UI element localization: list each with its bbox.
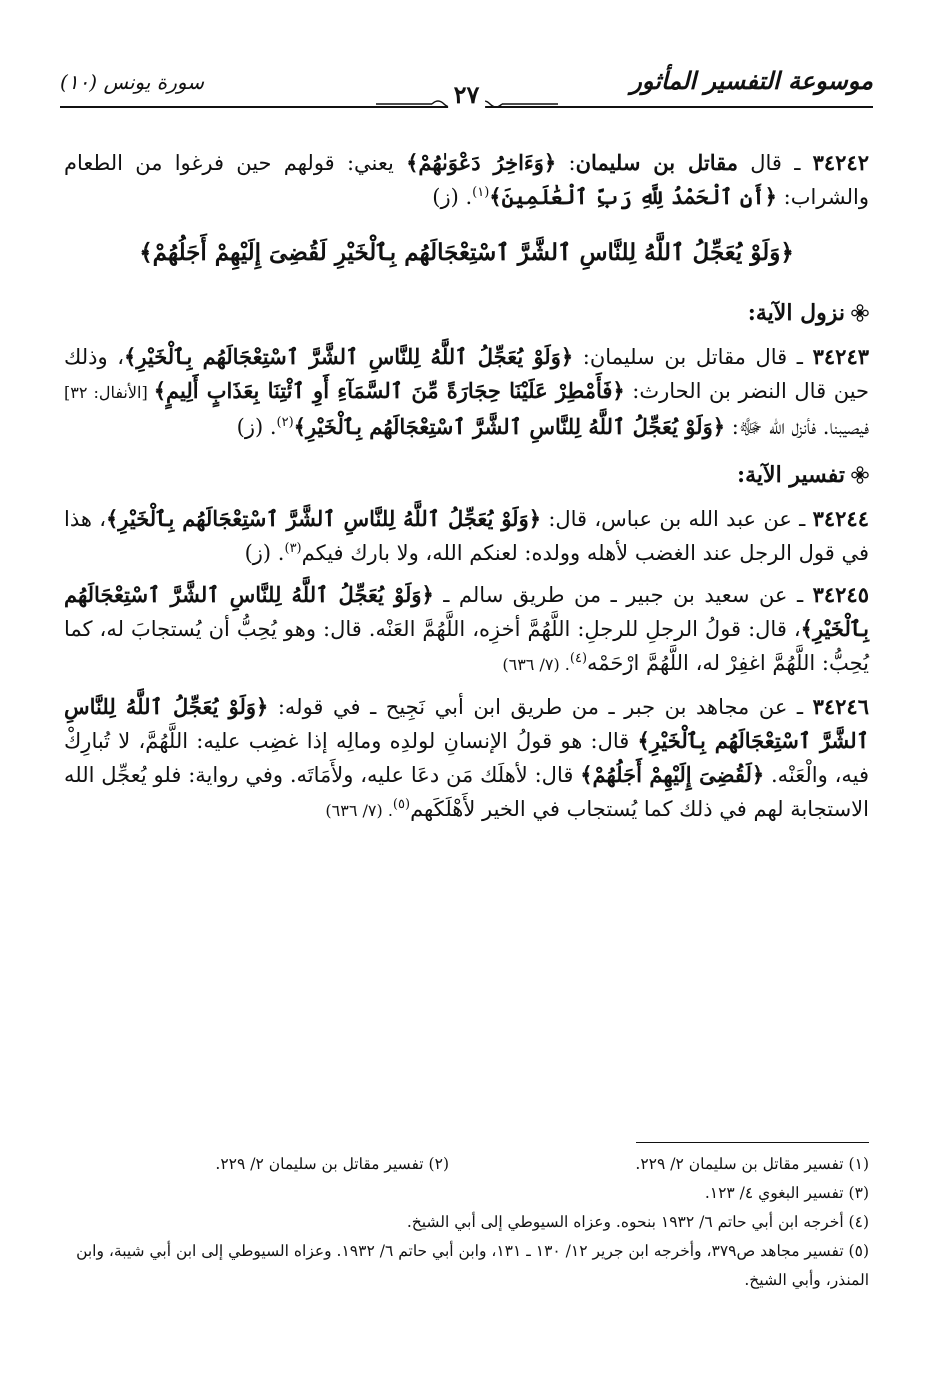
verse-reference: [الأنفال: ٣٢] bbox=[64, 383, 154, 402]
paragraph-34246: ٣٤٢٤٦ ـ عن مجاهد بن جبر ـ من طريق ابن أبي نَجِيح ـ في قوله: ﴿وَلَوْ يُعَجِّلُ ٱللَّهُ لِلنَّاسِ ٱلشَّرَّ ٱسْتِعْجَالَهُم بِٱلْخَيْرِ﴾ قال: هو قولُ الإنسانِ لولدِه ومالِه إذا غضِب عليه: اللَّهُمَّ، لا تُبارِكْ فيه، والْعَنْه. ﴿لَقُضِىَ إِلَيْهِمْ أَجَلُهُمْ﴾ قال: لأهلَك مَن دعَا عليه، ولأَمَاتَه. وفي رواية: فلو يُعجِّل الله الاستجابة لهم في ذلك كما يُستجاب في الخير لأَهْلَكَهم$^{(٥)}$. (٧/ ٦٣٦) bbox=[64, 694, 870, 821]
page-number: ٢٧ bbox=[448, 80, 486, 109]
surah-name: سورة يونس (١٠) bbox=[60, 70, 205, 94]
footnote-2: (٢) تفسير مقاتل بن سليمان ٢/ ٢٢٩. bbox=[215, 1155, 449, 1173]
section-heading-revelation: نزول الآية: bbox=[64, 296, 869, 330]
page-header bbox=[60, 66, 873, 116]
author-name: مقاتل بن سليمان bbox=[575, 150, 739, 175]
footnote-rule bbox=[636, 1142, 869, 1143]
footnotes bbox=[64, 1150, 869, 1295]
flower-ornament-icon bbox=[851, 304, 869, 322]
footnote-5: (٥) تفسير مجاهد ص٣٧٩، وأخرجه ابن جرير ١٢/ ١٣٠ ـ ١٣١، وابن أبي حاتم ٦/ ١٩٣٢. وعزاه السيوطي إلى ابن أبي شيبة، وابن المنذر، وأبي الشيخ. bbox=[76, 1242, 869, 1289]
verse-heading: ﴿وَلَوْ يُعَجِّلُ ٱللَّهُ لِلنَّاسِ ٱلشَّرَّ ٱسْتِعْجَالَهُم بِٱلْخَيْرِ لَقُضِىَ إِلَيْهِمْ أَجَلُهُمْ﴾ bbox=[139, 239, 794, 266]
section-heading-tafsir: تفسير الآية: bbox=[64, 458, 869, 492]
quran-quote: ﴿فَأَمْطِرْ عَلَيْنَا حِجَارَةً مِّنَ ٱلسَّمَآءِ أَوِ ٱئْتِنَا بِعَذَابٍ أَلِيمٍ﴾ bbox=[153, 378, 625, 403]
main-text bbox=[64, 146, 869, 836]
footnote-1: (١) تفسير مقاتل بن سليمان ٢/ ٢٢٩. bbox=[635, 1155, 869, 1173]
book-title: موسوعة التفسير المأثور bbox=[630, 66, 873, 95]
footnote-4: (٤) أخرجه ابن أبي حاتم ٦/ ١٩٣٢ بنحوه. وعزاه السيوطي إلى أبي الشيخ. bbox=[406, 1213, 869, 1231]
paragraph-34244: ٣٤٢٤٤ ـ عن عبد الله بن عباس، قال: ﴿وَلَوْ يُعَجِّلُ ٱللَّهُ لِلنَّاسِ ٱلشَّرَّ ٱسْتِعْجَالَهُم بِٱلْخَيْرِ﴾، هذا في قول الرجل عند الغضب لأهله وولده: لعنكم الله، ولا بارك فيكم$^{(٣)}$. (ز) bbox=[64, 506, 869, 565]
quran-quote: ﴿وَلَوْ يُعَجِّلُ ٱللَّهُ لِلنَّاسِ ٱلشَّرَّ ٱسْتِعْجَالَهُم بِٱلْخَيْرِ﴾ bbox=[64, 582, 869, 641]
paragraph-34242: ٣٤٢٤٢ ـ قال مقاتل بن سليمان: ﴿وَءَاخِرُ دَعْوَىٰهُمْ﴾ يعني: قولهم حين فرغوا من الطعام والشراب: ﴿أَنِ ٱلْحَمْدُ لِلَّهِ رَبِّ ٱلْعَٰلَمِينَ﴾$^{(١)}$. (ز) bbox=[64, 150, 869, 209]
quran-quote: ﴿وَلَوْ يُعَجِّلُ ٱللَّهُ لِلنَّاسِ ٱلشَّرَّ ٱسْتِعْجَالَهُم بِٱلْخَيْرِ﴾ bbox=[124, 344, 574, 369]
footnote-row bbox=[64, 1150, 869, 1179]
paragraph-34243: ٣٤٢٤٣ ـ قال مقاتل بن سليمان: ﴿وَلَوْ يُعَجِّلُ ٱللَّهُ لِلنَّاسِ ٱلشَّرَّ ٱسْتِعْجَالَهُم بِٱلْخَيْرِ﴾، وذلك حين قال النضر بن الحارث: ﴿فَأَمْطِرْ عَلَيْنَا حِجَارَةً مِّنَ ٱلسَّمَآءِ أَوِ ٱئْتِنَا بِعَذَابٍ أَلِيمٍ﴾ [الأنفال: ٣٢] فيصيبنا. فأنزل الله ﷻ: ﴿وَلَوْ يُعَجِّلُ ٱللَّهُ لِلنَّاسِ ٱلشَّرَّ ٱسْتِعْجَالَهُم بِٱلْخَيْرِ﴾$^{(٢)}$. (ز) bbox=[64, 344, 870, 439]
entry-number: ٣٤٢٤٤ bbox=[812, 506, 869, 531]
quran-quote: ﴿وَلَوْ يُعَجِّلُ ٱللَّهُ لِلنَّاسِ ٱلشَّرَّ ٱسْتِعْجَالَهُم بِٱلْخَيْرِ﴾ bbox=[64, 694, 869, 753]
footnote-marker[interactable]: (٢) bbox=[276, 415, 294, 430]
quran-quote: ﴿وَلَوْ يُعَجِّلُ ٱللَّهُ لِلنَّاسِ ٱلشَّرَّ ٱسْتِعْجَالَهُم بِٱلْخَيْرِ﴾ bbox=[106, 506, 542, 531]
quran-quote: ﴿أَنِ ٱلْحَمْدُ لِلَّهِ رَبِّ ٱلْعَٰلَمِينَ﴾ bbox=[489, 184, 777, 209]
footnote-marker[interactable]: (٣) bbox=[284, 541, 302, 556]
quran-quote: ﴿لَقُضِىَ إِلَيْهِمْ أَجَلُهُمْ﴾ bbox=[580, 762, 765, 787]
flower-ornament-icon bbox=[851, 466, 869, 484]
paragraph-34245: ٣٤٢٤٥ ـ عن سعيد بن جبير ـ من طريق سالم ـ ﴿وَلَوْ يُعَجِّلُ ٱللَّهُ لِلنَّاسِ ٱلشَّرَّ ٱسْتِعْجَالَهُم بِٱلْخَيْرِ﴾، قال: قولُ الرجلِ للرجلِ: اللَّهُمَّ أخزِه، اللَّهُمَّ العَنْه. قال: وهو يُحِبُّ أن يُستجابَ له، كما يُحِبُّ: اللَّهُمَّ اغفِرْ له، اللَّهُمَّ ارْحَمْه$^{(٤)}$. (٧/ ٦٣٦) bbox=[64, 582, 869, 675]
entry-number: ٣٤٢٤٢ bbox=[812, 150, 869, 175]
footnote-marker[interactable]: (٤) bbox=[569, 651, 588, 666]
entry-number: ٣٤٢٤٦ bbox=[812, 694, 869, 719]
footnote-3: (٣) تفسير البغوي ٤/ ١٢٣. bbox=[704, 1184, 869, 1202]
footnote-marker[interactable]: (١) bbox=[472, 185, 490, 200]
footnote-marker[interactable]: (٥) bbox=[392, 797, 411, 812]
quran-quote: ﴿وَءَاخِرُ دَعْوَىٰهُمْ﴾ bbox=[406, 150, 557, 175]
entry-number: ٣٤٢٤٣ bbox=[812, 344, 870, 369]
entry-number: ٣٤٢٤٥ bbox=[812, 582, 869, 607]
quran-quote: ﴿وَلَوْ يُعَجِّلُ ٱللَّهُ لِلنَّاسِ ٱلشَّرَّ ٱسْتِعْجَالَهُم بِٱلْخَيْرِ﴾ bbox=[293, 414, 726, 439]
